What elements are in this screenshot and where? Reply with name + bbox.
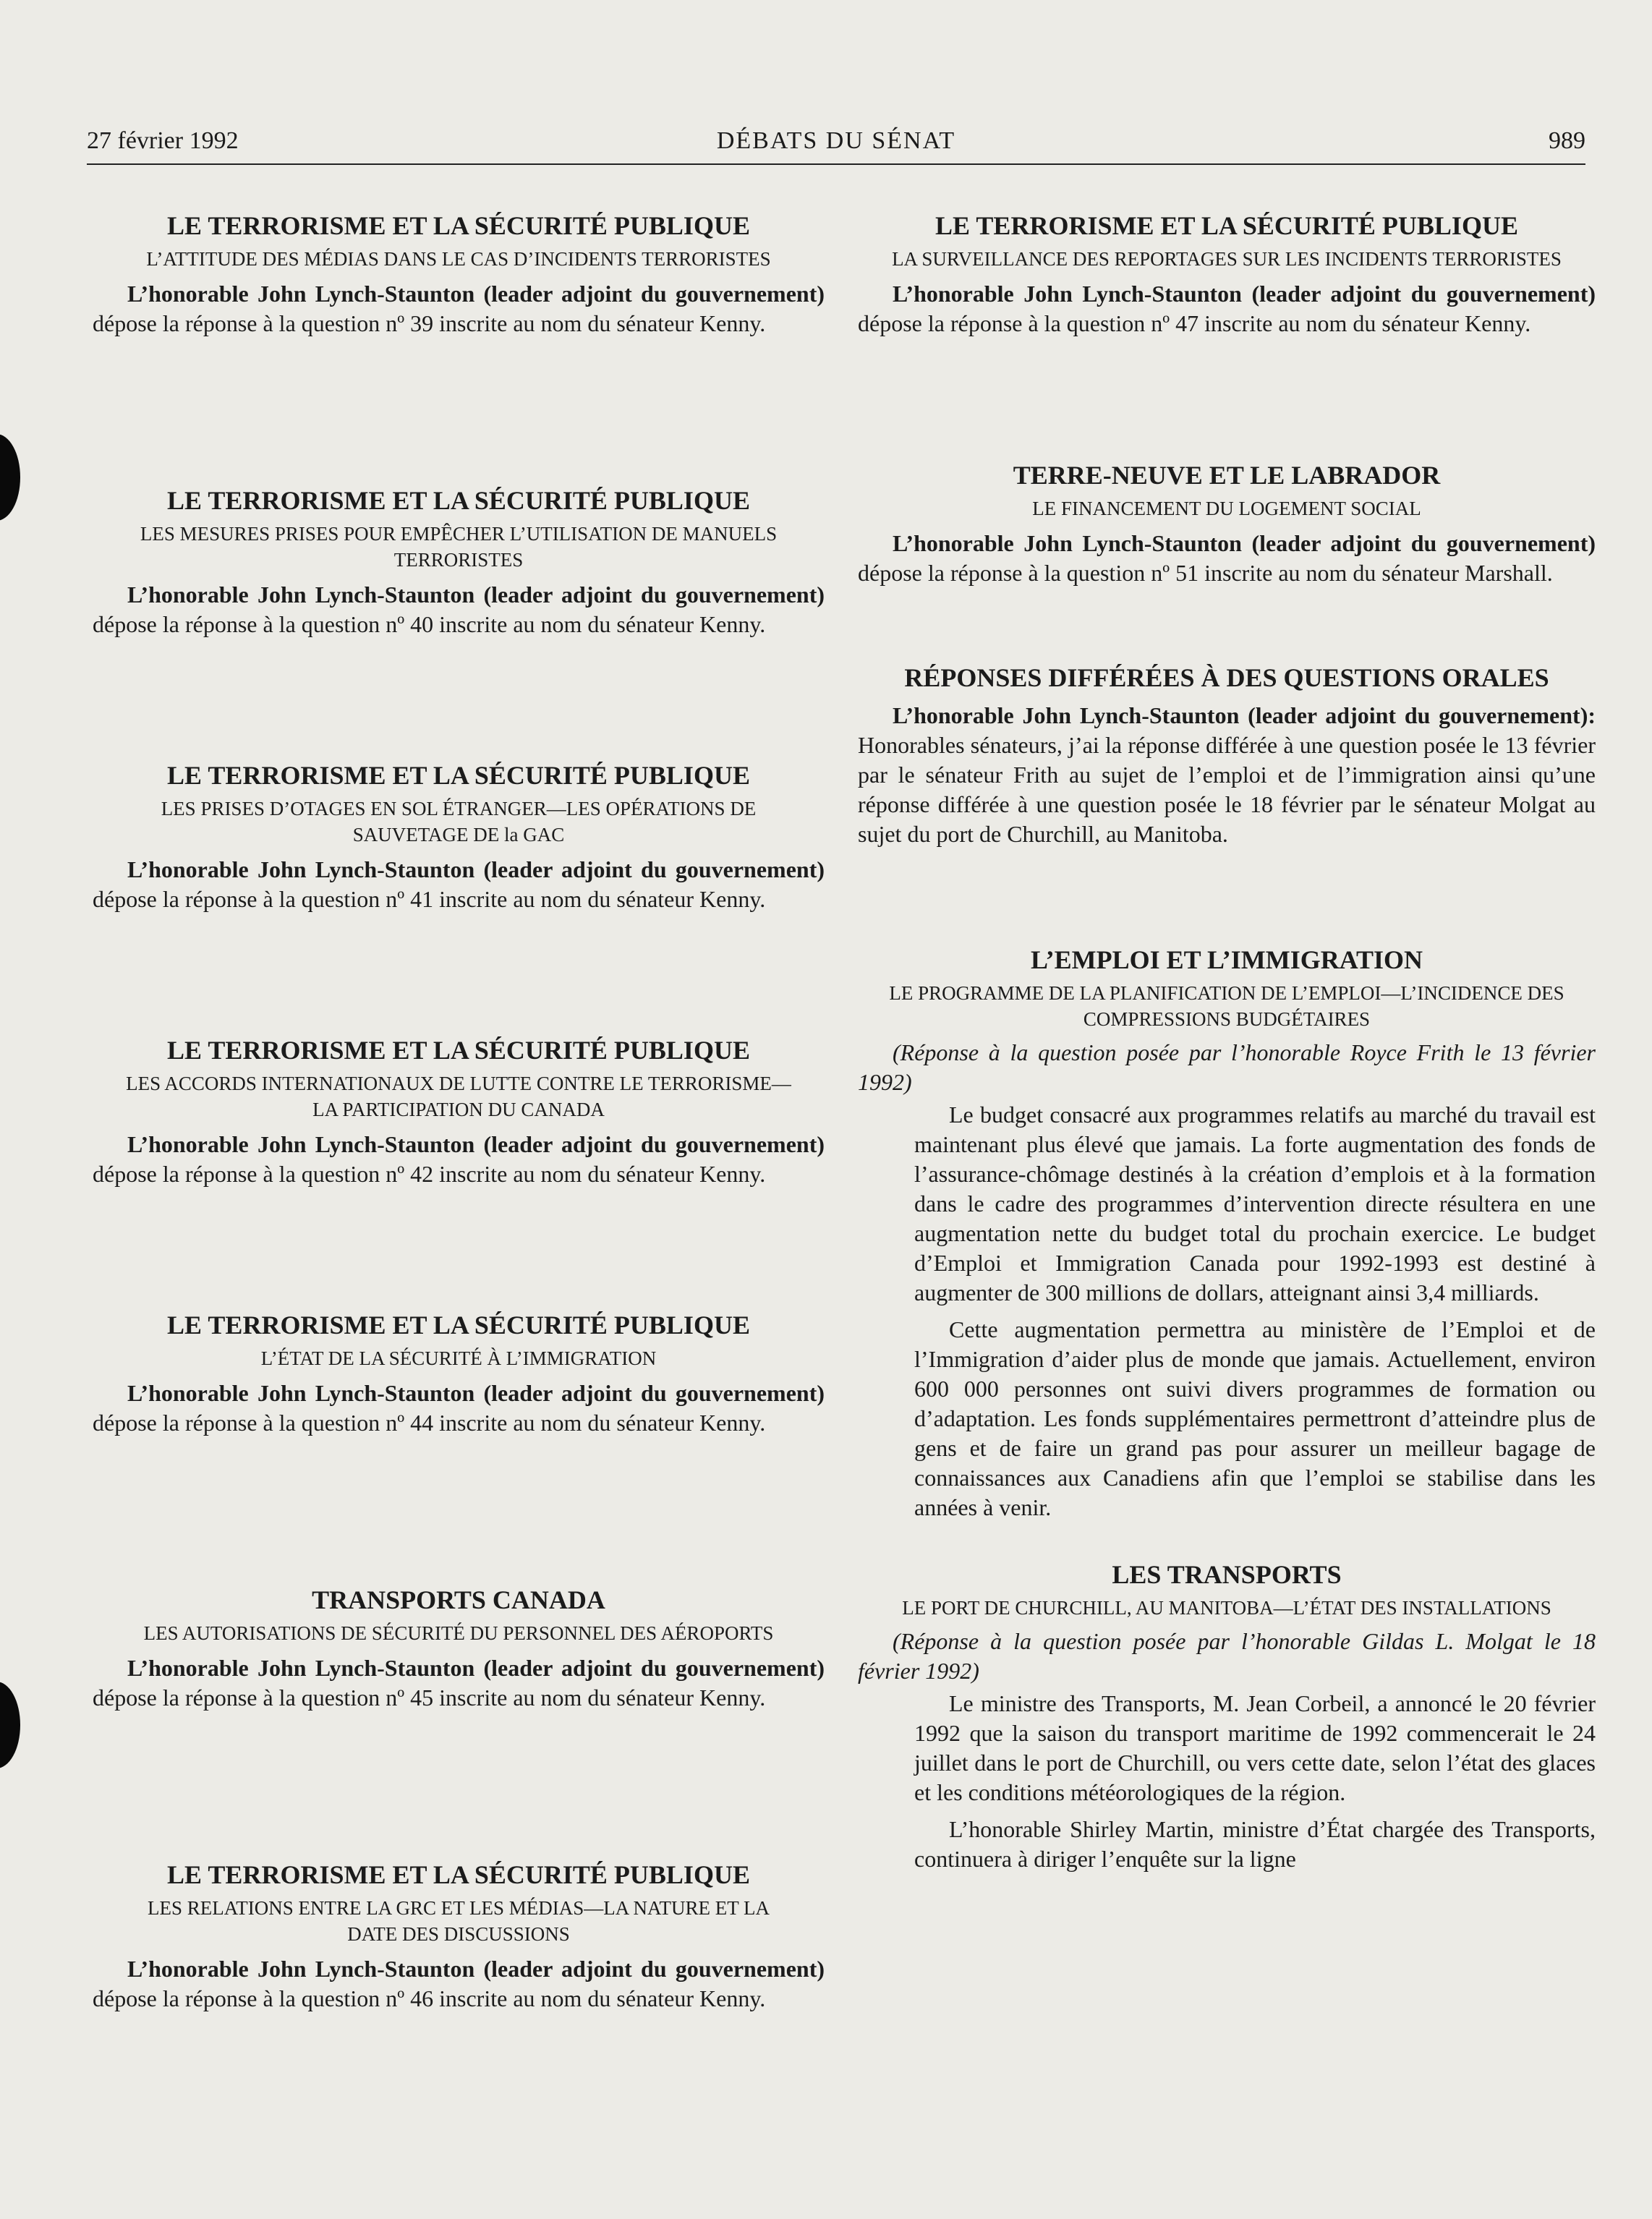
body-text: dépose la réponse à la question nº 39 inscrite au nom du sénateur Kenny.	[93, 310, 766, 336]
item-subtitle: LES RELATIONS ENTRE LA GRC ET LES MÉDIAS—LA NATURE ET LA DATE DES DISCUSSIONS	[148, 1897, 770, 1945]
binder-hole-top	[0, 434, 20, 521]
speaker: L’honorable John Lynch-Staunton (leader adjoint du gouvernement)	[893, 281, 1596, 307]
body-text: dépose la réponse à la question nº 44 inscrite au nom du sénateur Kenny.	[93, 1410, 766, 1436]
body-text: dépose la réponse à la question nº 45 inscrite au nom du sénateur Kenny.	[93, 1685, 766, 1711]
item-body	[93, 1653, 825, 1713]
item-body	[858, 279, 1596, 338]
page-header	[87, 123, 1585, 165]
transports-section	[858, 1559, 1596, 1874]
answer-item	[93, 1859, 825, 2134]
emploi-section	[858, 944, 1596, 1522]
body-text: dépose la réponse à la question nº 51 inscrite au nom du sénateur Marshall.	[858, 560, 1553, 586]
item-body	[93, 1130, 825, 1189]
body-text: Honorables sénateurs, j’ai la réponse différée à une question posée le 13 février par le sénateur Frith au sujet de l’emploi et de l’immigration ainsi qu’une réponse différée à une question posée le 18 février par le sénateur Molgat au sujet du port de Churchill, au Manitoba.	[858, 732, 1596, 847]
speaker: L’honorable John Lynch-Staunton (leader adjoint du gouvernement)	[893, 530, 1596, 556]
item-subtitle: LA SURVEILLANCE DES REPORTAGES SUR LES INCIDENTS TERRORISTES	[892, 248, 1562, 270]
item-subtitle: L’ÉTAT DE LA SÉCURITÉ À L’IMMIGRATION	[260, 1347, 657, 1369]
item-body	[93, 279, 825, 338]
section-title: LES TRANSPORTS	[1112, 1560, 1342, 1589]
page-number: 989	[1549, 127, 1585, 154]
item-body	[93, 1379, 825, 1438]
item-body	[93, 580, 825, 639]
item-title: LE TERRORISME ET LA SÉCURITÉ PUBLIQUE	[167, 761, 750, 790]
speaker: L’honorable John Lynch-Staunton (leader adjoint du gouvernement)	[127, 1380, 825, 1406]
answer-item	[93, 210, 825, 485]
item-title: TERRE-NEUVE ET LE LABRADOR	[1013, 461, 1441, 490]
left-column	[93, 210, 825, 2134]
body-text: dépose la réponse à la question nº 42 inscrite au nom du sénateur Kenny.	[93, 1161, 766, 1187]
paragraph: L’honorable Shirley Martin, ministre d’État chargée des Transports, continuera à diriger l’enquête sur la ligne	[914, 1816, 1596, 1872]
item-subtitle: LES ACCORDS INTERNATIONAUX DE LUTTE CONTRE LE TERRORISME—LA PARTICIPATION DU CANADA	[126, 1073, 791, 1120]
question-reference: (Réponse à la question posée par l’honorable Gildas L. Molgat le 18 février 1992)	[858, 1628, 1596, 1684]
item-title: LE TERRORISME ET LA SÉCURITÉ PUBLIQUE	[167, 211, 750, 240]
item-subtitle: LES MESURES PRISES POUR EMPÊCHER L’UTILISATION DE MANUELS TERRORISTES	[140, 523, 778, 571]
item-title: LE TERRORISME ET LA SÉCURITÉ PUBLIQUE	[935, 211, 1518, 240]
item-title: LE TERRORISME ET LA SÉCURITÉ PUBLIQUE	[167, 1036, 750, 1065]
speaker: L’honorable John Lynch-Staunton (leader adjoint du gouvernement)	[127, 582, 825, 608]
item-title: TRANSPORTS CANADA	[312, 1585, 605, 1614]
item-subtitle: L’ATTITUDE DES MÉDIAS DANS LE CAS D’INCIDENTS TERRORISTES	[146, 248, 771, 270]
section-body	[858, 701, 1596, 849]
item-body	[858, 529, 1596, 588]
question-reference: (Réponse à la question posée par l’honorable Royce Frith le 13 février 1992)	[858, 1039, 1596, 1095]
body-text: dépose la réponse à la question nº 40 inscrite au nom du sénateur Kenny.	[93, 611, 766, 637]
speaker: L’honorable John Lynch-Staunton (leader adjoint du gouvernement):	[893, 702, 1596, 728]
speaker: L’honorable John Lynch-Staunton (leader adjoint du gouvernement)	[127, 281, 825, 307]
answer-item	[93, 759, 825, 1034]
binder-hole-bottom	[0, 1682, 20, 1768]
header-title: DÉBATS DU SÉNAT	[716, 127, 956, 154]
item-body	[93, 1954, 825, 2014]
body-text: dépose la réponse à la question nº 46 inscrite au nom du sénateur Kenny.	[93, 1985, 766, 2011]
section-heading	[858, 944, 1596, 1032]
section-heading	[858, 1559, 1596, 1621]
right-column	[858, 210, 1596, 1874]
paragraph: Cette augmentation permettra au ministère de l’Emploi et de l’Immigration d’aider plus de monde que jamais. Actuellement, environ 600 000 personnes ont suivi divers programmes de formation ou d’adaptation. Les fonds supplémentaires permettront d’atteindre plus de gens et de faire un grand pas pour assurer un meilleur bagage de connaissances aux Canadiens afin que l’emploi se stabilise dans les années à venir.	[914, 1316, 1596, 1520]
speaker: L’honorable John Lynch-Staunton (leader adjoint du gouvernement)	[127, 1956, 825, 1982]
item-title: LE TERRORISME ET LA SÉCURITÉ PUBLIQUE	[167, 486, 750, 515]
paragraph: Le budget consacré aux programmes relatifs au marché du travail est maintenant plus élevé que jamais. La forte augmentation des fonds de l’assurance-chômage destinés à la création d’emplois et à la formation dans le cadre des programmes d’intervention directe résultera en une augmentation nette du budget total du prochain exercice. Le budget d’Emploi et Immigration Canada pour 1992-1993 est destiné à augmenter de 300 millions de dollars, atteignant ainsi 3,4 milliards.	[914, 1102, 1596, 1306]
section-title: RÉPONSES DIFFÉRÉES À DES QUESTIONS ORALES	[904, 663, 1549, 692]
section-subtitle: LE PORT DE CHURCHILL, AU MANITOBA—L’ÉTAT DES INSTALLATIONS	[902, 1597, 1551, 1619]
section-title: L’EMPLOI ET L’IMMIGRATION	[1030, 945, 1423, 974]
body-text: dépose la réponse à la question nº 41 inscrite au nom du sénateur Kenny.	[93, 886, 766, 912]
answer-item	[93, 1309, 825, 1584]
speaker: L’honorable John Lynch-Staunton (leader adjoint du gouvernement)	[127, 1655, 825, 1681]
speaker: L’honorable John Lynch-Staunton (leader adjoint du gouvernement)	[127, 856, 825, 882]
answer-item	[93, 1034, 825, 1309]
section-subtitle: LE PROGRAMME DE LA PLANIFICATION DE L’EMPLOI—L’INCIDENCE DES COMPRESSIONS BUDGÉTAIRES	[889, 982, 1564, 1030]
answer-item	[858, 210, 1596, 459]
speaker: L’honorable John Lynch-Staunton (leader adjoint du gouvernement)	[127, 1131, 825, 1157]
item-title: LE TERRORISME ET LA SÉCURITÉ PUBLIQUE	[167, 1311, 750, 1340]
deferred-answers-section	[858, 662, 1596, 929]
item-title: LE TERRORISME ET LA SÉCURITÉ PUBLIQUE	[167, 1860, 750, 1889]
header-date: 27 février 1992	[87, 127, 239, 154]
item-subtitle: LE FINANCEMENT DU LOGEMENT SOCIAL	[1032, 498, 1421, 519]
body-text: dépose la réponse à la question nº 47 inscrite au nom du sénateur Kenny.	[858, 310, 1531, 336]
item-subtitle: LES AUTORISATIONS DE SÉCURITÉ DU PERSONNEL DES AÉROPORTS	[143, 1622, 774, 1644]
answer-item	[93, 485, 825, 759]
paragraph: Le ministre des Transports, M. Jean Corbeil, a annoncé le 20 février 1992 que la saison du transport maritime de 1992 commencerait le 24 juillet dans le port de Churchill, ou vers cette date, selon l’état des glaces et les conditions météorologiques de la région.	[914, 1690, 1596, 1805]
item-subtitle: LES PRISES D’OTAGES EN SOL ÉTRANGER—LES OPÉRATIONS DE SAUVETAGE DE la GAC	[161, 798, 757, 846]
answer-item	[93, 1584, 825, 1859]
item-body	[93, 855, 825, 914]
answer-item	[858, 459, 1596, 662]
